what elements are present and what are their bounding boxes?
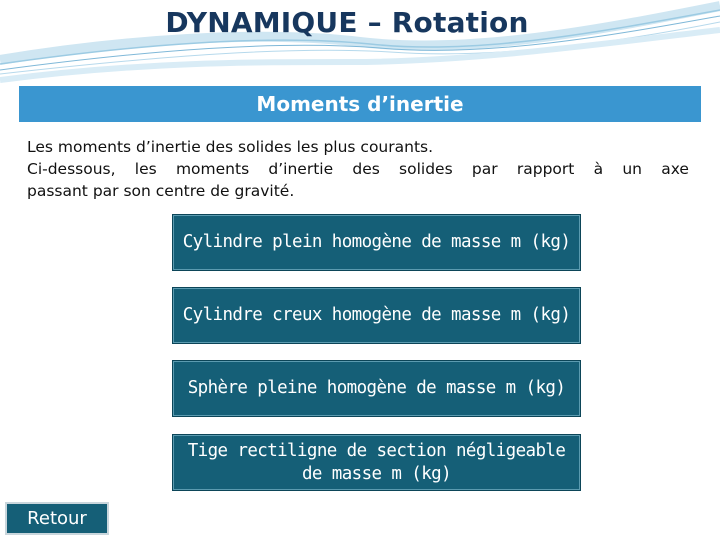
- intro-word: à: [593, 160, 604, 178]
- intro-word: les: [134, 160, 157, 178]
- thin-rod-label: Tige rectiligne de section négligeable de masse m (kg): [187, 440, 566, 484]
- thin-rod-button[interactable]: [172, 434, 581, 491]
- solid-sphere-label: Sphère pleine homogène de masse m (kg): [187, 378, 566, 398]
- section-header-bar: [19, 86, 701, 122]
- intro-line-1: Les moments d’inertie des solides les plus courants.: [27, 138, 434, 156]
- intro-paragraph: [27, 136, 689, 202]
- back-button[interactable]: [5, 502, 109, 535]
- back-button-label: Retour: [27, 508, 87, 529]
- intro-word: d’inertie: [268, 160, 334, 178]
- intro-word: solides: [399, 160, 453, 178]
- hollow-cylinder-label: Cylindre creux homogène de masse m (kg): [182, 305, 571, 325]
- intro-line-2: [27, 158, 689, 180]
- section-heading: Moments d’inertie: [256, 92, 464, 116]
- intro-word: moments: [175, 160, 250, 178]
- intro-word: des: [352, 160, 380, 178]
- intro-word: par: [471, 160, 498, 178]
- intro-word: rapport: [516, 160, 575, 178]
- intro-word: axe: [661, 160, 689, 178]
- hollow-cylinder-button[interactable]: [172, 287, 581, 344]
- slide-title: DYNAMIQUE – Rotation: [165, 6, 529, 39]
- intro-line-3: passant par son centre de gravité.: [27, 182, 295, 200]
- intro-word: Ci-dessous,: [27, 160, 116, 178]
- solid-sphere-button[interactable]: [172, 360, 581, 417]
- solid-cylinder-label: Cylindre plein homogène de masse m (kg): [182, 232, 571, 252]
- intro-word: un: [622, 160, 642, 178]
- solid-cylinder-button[interactable]: [172, 214, 581, 271]
